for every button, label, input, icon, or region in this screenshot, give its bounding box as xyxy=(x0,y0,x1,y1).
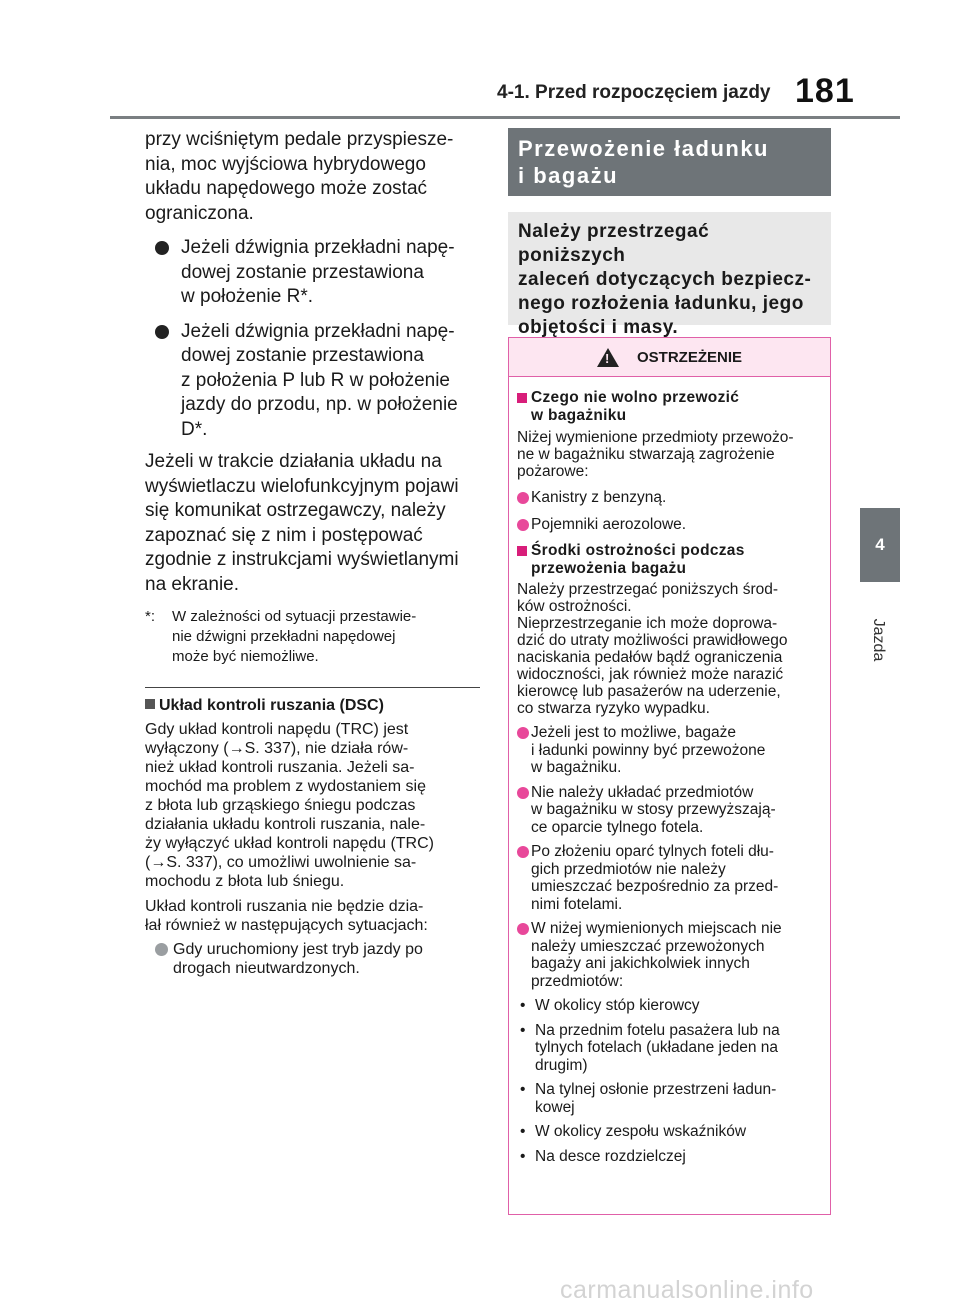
dsc-heading: Układ kontroli ruszania (DSC) xyxy=(145,696,483,716)
warning-triangle-icon xyxy=(597,348,619,367)
chapter-tab: 4 xyxy=(860,508,900,582)
dash-item: • Na tylnej osłonie przestrzeni ładun- kowej xyxy=(520,1081,777,1116)
section-title: Przewożenie ładunku i bagażu xyxy=(508,128,831,196)
warning-bullet: Po złożeniu oparć tylnych foteli dłu- gich przedmiotów nie należy umieszczać bezpośrednio za przed- nimi fotelami. xyxy=(517,843,824,913)
dsc-paragraph: Gdy układ kontroli napędu (TRC) jest wyłączony (→S. 337), nie działa rów- nież układ kontroli ruszania. Jeżeli sa- mochód ma problem z wydostaniem się z błota lub grząskiego śniegu podczas działania układu kontroli ruszania, nale- ży wyłączyć układ kontroli napędu (TRC) (→S. 337), co umożliwi uwolnienie sa- mochodu z błota lub śniegu. xyxy=(145,721,434,890)
footer-watermark: carmanualsonline.info xyxy=(560,1276,814,1304)
left-column xyxy=(145,128,483,978)
warning-header: ! OSTRZEŻENIE xyxy=(509,338,830,377)
section-divider xyxy=(145,687,480,688)
dash-item: • W okolicy stóp kierowcy xyxy=(520,997,700,1014)
dsc-bullet: Gdy uruchomiony jest tryb jazdy po drogach nieutwardzonych. xyxy=(145,940,483,978)
warning-box xyxy=(508,337,831,1215)
dsc-paragraph-2: Układ kontroli ruszania nie będzie dzia- łał również w następujących sytuacjach: xyxy=(145,898,428,934)
warning-text: Niżej wymienione przedmioty przewożo- ne w bagażniku stwarzają zagrożenie pożarowe: xyxy=(517,429,794,480)
bullet-item: Jeżeli dźwignia przekładni napę- dowej zostanie przestawiona w położenie R*. xyxy=(145,236,483,310)
warning-subheading: Środki ostrożności podczas przewożenia bagażu xyxy=(517,542,824,578)
bullet-icon xyxy=(155,241,169,255)
square-marker-icon xyxy=(145,699,155,709)
bullet-icon xyxy=(517,923,529,935)
warning-body xyxy=(509,377,830,1165)
bullet-icon xyxy=(517,519,529,531)
paragraph-warning-message: Jeżeli w trakcie działania układu na wyświetlaczu wielofunkcyjnym pojawi się komunikat ostrzegawczy, należy zapoznać się z nim i postępować zgodnie z instrukcjami wyświetlanymi na ekranie. xyxy=(145,451,459,595)
square-marker-icon xyxy=(517,546,527,556)
footnote: *: W zależności od sytuacji przestawie- nie dźwigni przekładni napędowej może być niemożliwe. xyxy=(145,608,417,665)
warning-bullet: Pojemniki aerozolowe. xyxy=(517,516,824,534)
warning-bullet: W niżej wymienionych miejscach nie należy umieszczać przewożonych bagaży ani jakichkolwiek innych przedmiotów: xyxy=(517,920,824,990)
header-rule xyxy=(110,116,900,119)
bullet-item: Jeżeli dźwignia przekładni napę- dowej zostanie przestawiona z położenia P lub R w położenie jazdy do przodu, np. w położenie D*. xyxy=(145,320,483,443)
bullet-icon xyxy=(155,943,168,956)
warning-bullet: Nie należy układać przedmiotów w bagażniku w stosy przewyższają- ce oparcie tylnego fotela. xyxy=(517,784,824,837)
dash-item: • Na desce rozdzielczej xyxy=(520,1147,686,1165)
warning-bullet: Kanistry z benzyną. xyxy=(517,489,824,507)
bullet-icon xyxy=(517,787,529,799)
square-marker-icon xyxy=(517,393,527,403)
chapter-label: Jazda xyxy=(870,618,887,662)
bullet-icon xyxy=(517,846,529,858)
warning-subheading: Czego nie wolno przewozić w bagażniku xyxy=(517,389,824,425)
warning-bullet: Jeżeli jest to możliwe, bagaże i ładunki powinny być przewożone w bagażniku. xyxy=(517,724,824,777)
paragraph-continued: przy wciśniętym pedale przyspiesze- nia, moc wyjściowa hybrydowego układu napędowego może zostać ograniczona. xyxy=(145,129,454,224)
page-number: 181 xyxy=(795,72,855,110)
bullet-icon xyxy=(155,325,169,339)
warning-text: Należy przestrzegać poniższych środ- ków ostrożności. Nieprzestrzeganie ich może doprowa- dzić do utraty możliwości prawidłowego naciskania pedałów bądź ograniczenia widoczności, jak również może narazić kierowcę lub pasażerów na uderzenie, co stwarza ryzyko wypadku. xyxy=(517,581,788,717)
dash-item: • W okolicy zespołu wskaźników xyxy=(520,1123,747,1140)
section-header: 4-1. Przed rozpoczęciem jazdy xyxy=(497,82,771,103)
section-intro: Należy przestrzegać poniższych zaleceń dotyczących bezpiecz- nego rozłożenia ładunku, jego objętości i masy. xyxy=(508,212,831,325)
bullet-icon xyxy=(517,727,529,739)
dash-item: • Na przednim fotelu pasażera lub na tylnych fotelach (układane jeden na drugim) xyxy=(520,1021,780,1074)
bullet-icon xyxy=(517,492,529,504)
